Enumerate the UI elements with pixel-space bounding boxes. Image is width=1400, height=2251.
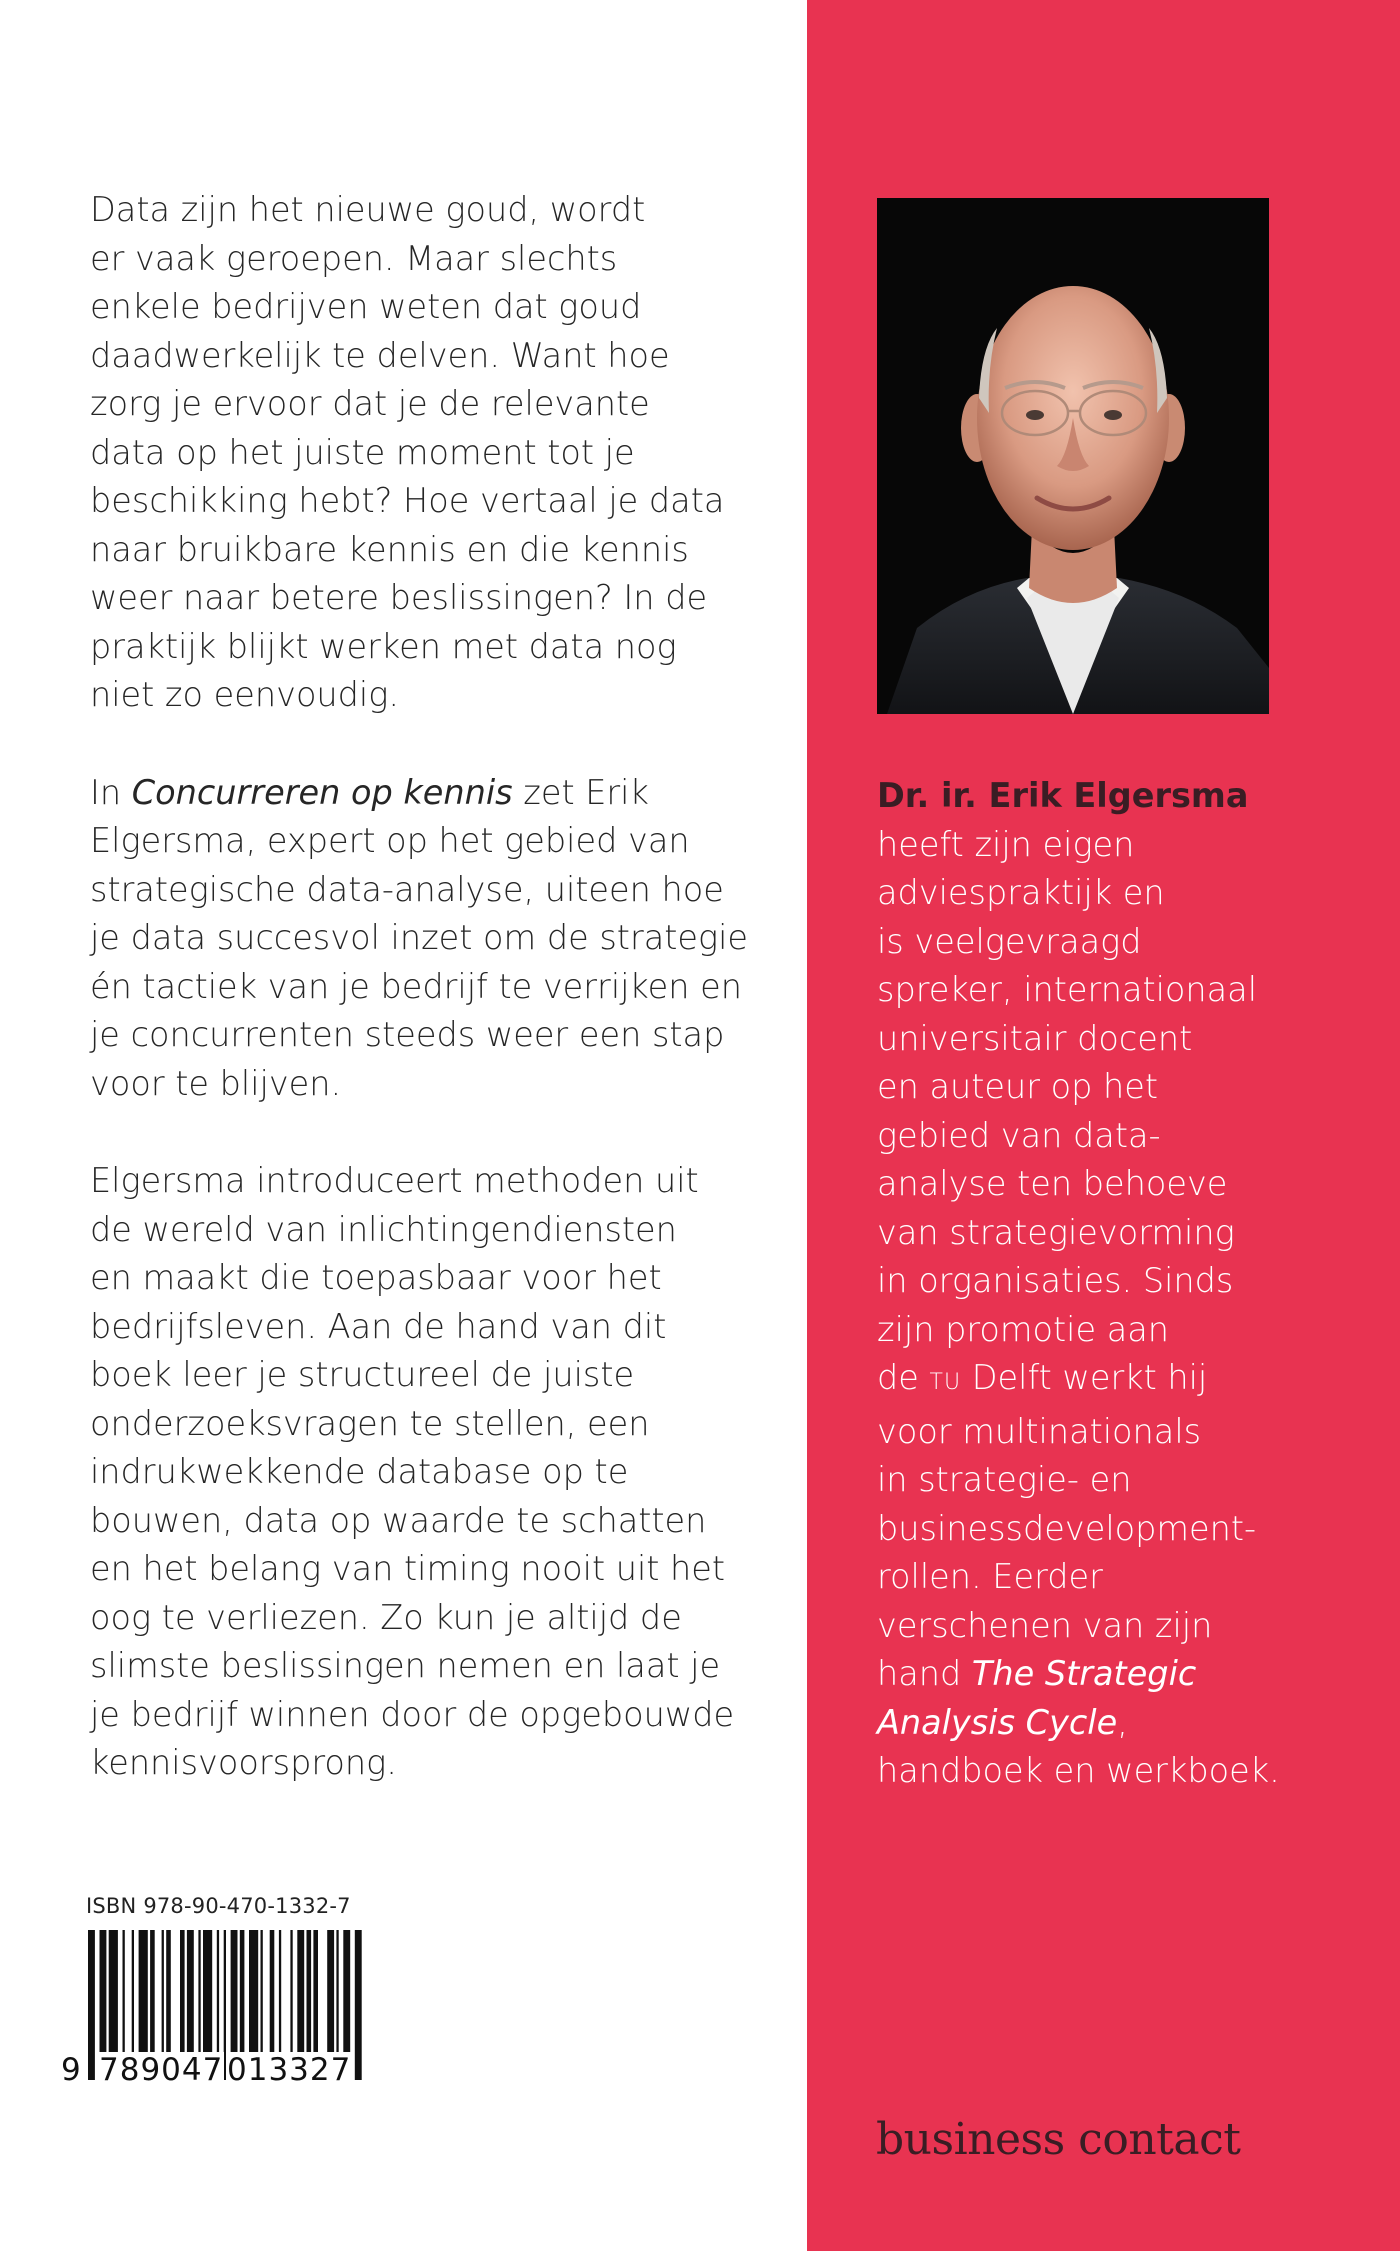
bio-line: en auteur op het xyxy=(877,1067,1159,1106)
blurb-line: strategische data-analyse, uiteen hoe xyxy=(90,869,724,909)
barcode-bar xyxy=(217,1930,219,2058)
blurb-line: je data succesvol inzet om de strategie xyxy=(90,918,749,957)
blurb-line: en het belang van timing nooit uit het xyxy=(90,1549,726,1588)
bio-line: analyse ten behoeve xyxy=(877,1164,1228,1203)
barcode-bar xyxy=(123,1930,125,2058)
blurb-line xyxy=(90,769,780,818)
barcode-bar xyxy=(249,1930,258,2058)
blurb-line: Elgersma introduceert methoden uit xyxy=(90,1161,699,1200)
bio-line: is veelgevraagd xyxy=(877,921,1142,961)
barcode-bar xyxy=(203,1930,212,2058)
blurb-line: én tactiek van je bedrijf te verrijken en xyxy=(90,966,742,1006)
barcode-bar xyxy=(240,1930,245,2058)
book-title: Concurreren op kennis xyxy=(131,772,513,812)
bio-line: verschenen van zijn xyxy=(877,1605,1213,1645)
barcode-digits xyxy=(56,2052,366,2092)
bio-line: heeft zijn eigen xyxy=(877,824,1135,864)
barcode-bar xyxy=(187,1930,194,2058)
blurb-line: je bedrijf winnen door de opgebouwde xyxy=(90,1694,735,1734)
barcode-bar xyxy=(327,1930,334,2058)
barcode-digits-left: 789047 xyxy=(99,2052,224,2088)
blurb-line: boek leer je structureel de juiste xyxy=(90,1355,635,1394)
bio-book-title: Analysis Cycle xyxy=(877,1702,1118,1742)
barcode-digit-first: 9 xyxy=(61,2052,81,2088)
bio-line: voor multinationals xyxy=(877,1411,1202,1451)
blurb-line: en maakt die toepasbaar voor het xyxy=(90,1258,662,1297)
bio-line: in organisaties. Sinds xyxy=(877,1261,1234,1300)
bio-line: gebied van data- xyxy=(877,1115,1161,1155)
blurb-line: weer naar betere beslissingen? In de xyxy=(90,578,708,617)
barcode-bar xyxy=(279,1930,281,2058)
blurb-text-fragment: zet Erik xyxy=(512,772,649,812)
barcode-bar xyxy=(231,1930,238,2058)
blurb-paragraph-2 xyxy=(90,769,780,1109)
isbn-label: ISBN 978-90-470-1332-7 xyxy=(86,1894,351,1918)
bio-line xyxy=(877,1650,1377,1699)
blurb-line: oog te verliezen. Zo kun je altijd de xyxy=(90,1597,682,1637)
blurb-line: indrukwekkende database op te xyxy=(90,1452,629,1491)
blurb-line: zorg je ervoor dat je de relevante xyxy=(90,384,650,423)
bio-line: in strategie- en xyxy=(877,1460,1132,1499)
publisher-logo: business contact xyxy=(876,2114,1241,2165)
blurb-line: naar bruikbare kennis en die kennis xyxy=(90,529,689,569)
bio-line: handboek en werkboek. xyxy=(877,1751,1280,1790)
barcode xyxy=(56,1930,366,2095)
bio-line: businessdevelopment- xyxy=(877,1508,1257,1548)
blurb-text xyxy=(90,186,780,1788)
barcode-bar xyxy=(313,1930,318,2058)
bio-line: rollen. Eerder xyxy=(877,1557,1103,1596)
bio-line: adviespraktijk en xyxy=(877,873,1165,912)
barcode-bar xyxy=(261,1930,263,2058)
barcode-bar xyxy=(139,1930,148,2058)
blurb-line: praktijk blijkt werken met data nog xyxy=(90,626,677,666)
blurb-line: niet zo eenvoudig. xyxy=(90,675,399,714)
barcode-bar xyxy=(290,1930,292,2058)
bio-line xyxy=(877,1354,1377,1408)
bio-book-title: The Strategic xyxy=(971,1654,1197,1693)
blurb-line: kennisvoorsprong. xyxy=(90,1743,397,1782)
blurb-line: data op het juiste moment tot je xyxy=(90,432,635,472)
author-photo xyxy=(877,198,1269,714)
blurb-text-fragment: In xyxy=(90,772,132,812)
bio-line: zijn promotie aan xyxy=(877,1309,1169,1349)
blurb-line: Elgersma, expert op het gebied van xyxy=(90,821,690,860)
barcode-bar xyxy=(297,1930,304,2058)
author-name: Dr. ir. Erik Elgersma xyxy=(877,776,1249,815)
bio-text-fragment: , xyxy=(1117,1702,1128,1742)
barcode-bar xyxy=(307,1930,312,2058)
bio-text-fragment: de xyxy=(877,1358,930,1397)
blurb-line: bouwen, data op waarde te schatten xyxy=(90,1500,707,1540)
blurb-line: onderzoeksvragen te stellen, een xyxy=(90,1403,650,1443)
bio-text-fragment: Delft werkt hij xyxy=(961,1358,1208,1397)
barcode-bar xyxy=(166,1930,171,2058)
author-portrait-image xyxy=(877,198,1269,714)
blurb-line: daadwerkelijk te delven. Want hoe xyxy=(90,335,670,375)
blurb-line: Data zijn het nieuwe goud, wordt xyxy=(90,190,646,229)
author-bio xyxy=(877,772,1377,1796)
blurb-line: slimste beslissingen nemen en laat je xyxy=(90,1646,721,1685)
tu-abbreviation: TU xyxy=(929,1370,962,1395)
blurb-line: er vaak geroepen. Maar slechts xyxy=(90,238,618,278)
blurb-line: bedrijfsleven. Aan de hand van dit xyxy=(90,1306,667,1346)
barcode-bar xyxy=(132,1930,134,2058)
barcode-bar xyxy=(180,1930,185,2058)
barcode-bar xyxy=(198,1930,200,2058)
bio-line xyxy=(877,1699,1377,1748)
blurb-line: voor te blijven. xyxy=(90,1063,342,1103)
blurb-line: beschikking hebt? Hoe vertaal je data xyxy=(90,481,725,520)
barcode-bar xyxy=(162,1930,164,2058)
barcode-bar xyxy=(109,1930,118,2058)
blurb-line: de wereld van inlichtingendiensten xyxy=(90,1209,677,1249)
blurb-paragraph-1 xyxy=(90,186,780,720)
barcode-bar xyxy=(336,1930,338,2058)
bio-text-fragment: hand xyxy=(877,1654,972,1693)
bio-line: universitair docent xyxy=(877,1018,1193,1058)
bio-line: van strategievorming xyxy=(877,1212,1235,1252)
blurb-line: je concurrenten steeds weer een stap xyxy=(90,1015,725,1054)
barcode-digits-right: 013327 xyxy=(227,2052,352,2088)
blurb-line: enkele bedrijven weten dat goud xyxy=(90,287,642,326)
blurb-paragraph-3 xyxy=(90,1157,780,1788)
barcode-bar xyxy=(150,1930,155,2058)
barcode-bar xyxy=(270,1930,275,2058)
bio-line: spreker, internationaal xyxy=(877,970,1258,1009)
